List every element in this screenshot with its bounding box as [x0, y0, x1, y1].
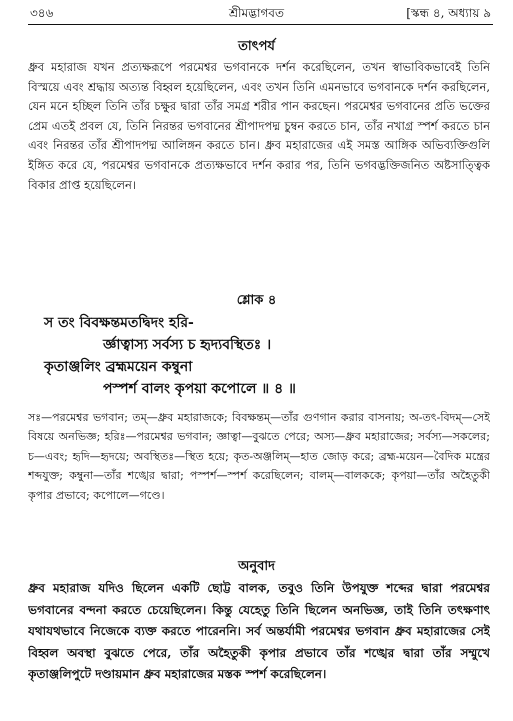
verse-line-3: কৃতাঞ্জলিং ব্রহ্মময়েন কম্বুনা: [44, 359, 193, 375]
book-title: শ্রীমদ্ভাগবত: [228, 6, 284, 20]
purport-text: ধ্রুব মহারাজ যখন প্রত্যক্ষরূপে পরমেশ্বর ভগবানকে দর্শন করেছিলেন, তখন স্বাভাবিকভাবেই তিনি বিস্ময়ে এবং শ্রদ্ধায় অত্যন্ত বিহ্বল হয়েছিলেন, এবং তখন তিনি এমনভাবে ভগবানকে দর্শন করছিলেন, যেন মনে হচ্ছিল তিনি তাঁর চক্ষুর দ্বারা তাঁর সমগ্র শরীর পান করছেন। পরমেশ্বর ভগবানের প্রতি ভক্তের প্রেম এতই প্রবল যে, তিনি নিরন্তর ভগবানের শ্রীপাদপদ্ম চুম্বন করতে চান, তাঁর নখাগ্র স্পর্শ করতে চান এবং নিরন্তর তাঁর শ্রীপাদপদ্ম আলিঙ্গন করতে চান। ধ্রুব মহারাজের এই সমস্ত আঙ্গিক অভিব্যক্তিগুলি ইঙ্গিত করে যে, পরমেশ্বর ভগবানকে প্রত্যক্ষভাবে দর্শন করার পর, তিনি ভগবদ্ভক্তিজনিত অষ্টসাত্ত্বিক বিকার প্রাপ্ত হয়েছিলেন।: [28, 60, 490, 192]
verse-line-2: র্জ্ঞাত্বাস্য সর্বস্য চ হৃদ্যবস্থিতঃ ।: [103, 337, 272, 353]
synonyms-text: সঃ—পরমেশ্বর ভগবান; তম্—ধ্রুব মহারাজকে; বিবক্ষন্তম্—তাঁর গুণগান করার বাসনায়; অ-তৎ-বিদম্—সেই বিষয়ে অনভিজ্ঞ; হরিঃ—পরমেশ্বর ভগবান; জ্ঞাত্বা—বুঝতে পেরে; অস্য—ধ্রুব মহারাজের; সর্বস্য—সকলের; চ—এবং; হৃদি—হৃদয়ে; অবস্থিতঃ—স্থিত হয়ে; কৃত-অঞ্জলিম্—হাত জোড় করে; ব্রহ্ম-ময়েন—বৈদিক মন্ত্রের শব্দযুক্ত; কম্বুনা—তাঁর শঙ্খের দ্বারা; পস্পর্শ—স্পর্শ করেছিলেন; বালম্—বালককে; কৃপয়া—তাঁর অহৈতুকী কৃপার প্রভাবে; কপোলে—গণ্ডে।: [28, 411, 490, 502]
verse-heading: শ্লোক ৪: [236, 293, 277, 308]
purport-heading: তাৎপর্য: [238, 39, 275, 54]
header-divider: [28, 24, 493, 25]
translation-text: ধ্রুব মহারাজ যদিও ছিলেন একটি ছোট্ট বালক, তবুও তিনি উপযুক্ত শব্দের দ্বারা পরমেশ্বর ভগবানের বন্দনা করতে চেয়েছিলেন। কিন্তু যেহেতু তিনি ছিলেন অনভিজ্ঞ, তাই তিনি তৎক্ষণাৎ যথাযথভাবে নিজেকে ব্যক্ত করতে পারেননি। সর্ব অন্তর্যামী পরমেশ্বর ভগবান ধ্রুব মহারাজের সেই বিহ্বল অবস্থা বুঝতে পেরে, তাঁর অহৈতুকী কৃপার প্রভাবে তাঁর শঙ্খের দ্বারা তাঁর সম্মুখে কৃতাঞ্জলিপুটে দণ্ডায়মান ধ্রুব মহারাজের মস্তক স্পর্শ করেছিলেন।: [28, 581, 490, 681]
verse-line-4: পস্পর্শ বালং কৃপয়া কপোলে ॥ ৪ ॥: [103, 381, 296, 397]
verse-line-1: স তং বিবক্ষন্তমতদ্বিদং হরি-: [44, 315, 194, 331]
page-number: ৩৪৬: [30, 6, 54, 20]
translation-heading: অনুবাদ: [238, 559, 275, 574]
chapter-reference: [স্কন্ধ ৪, অধ্যায় ৯: [406, 6, 491, 20]
